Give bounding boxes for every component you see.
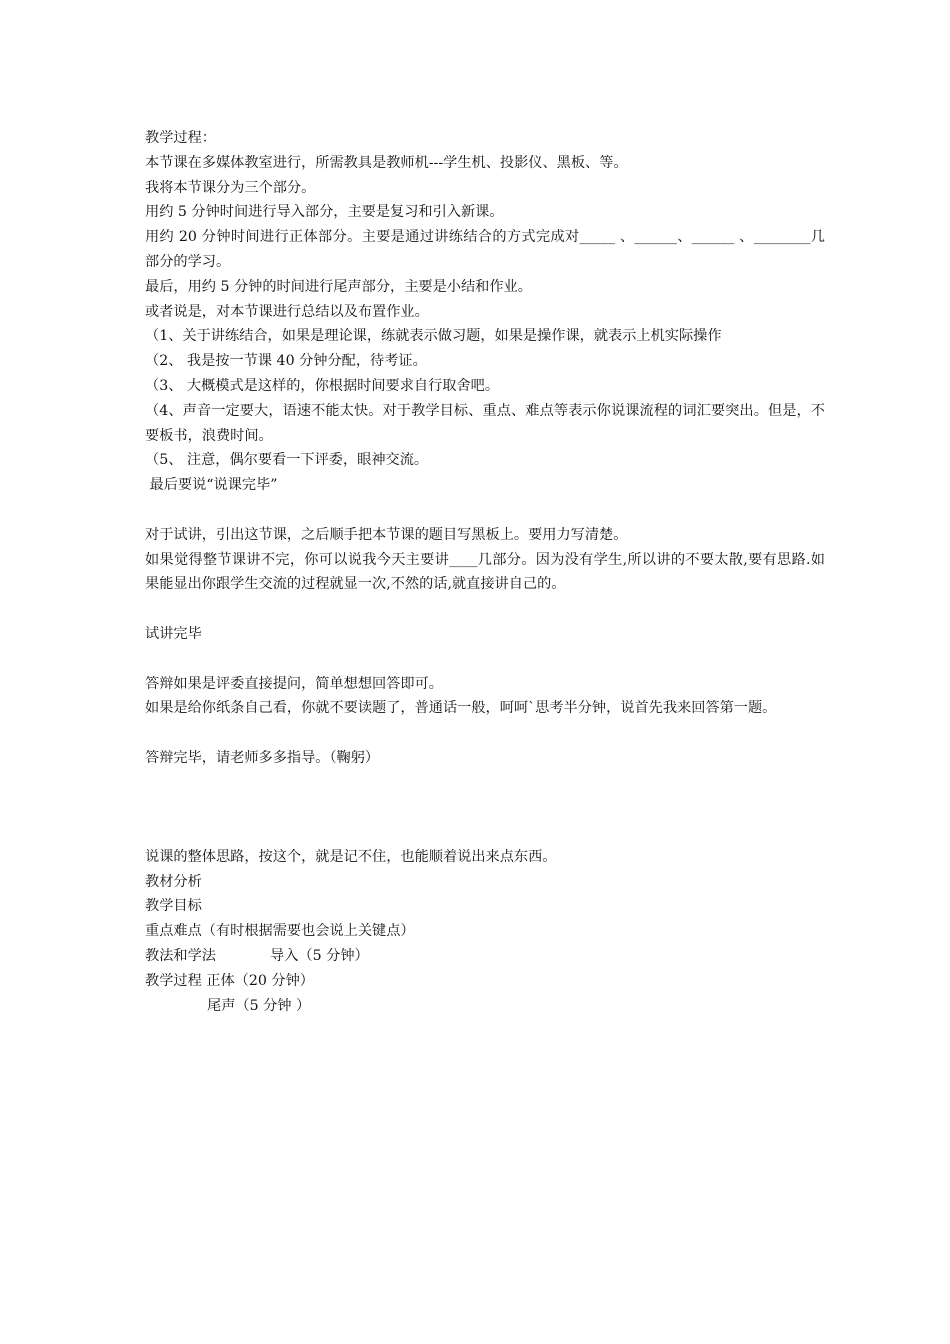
paragraph-line: 最后要说“说课完毕” (145, 477, 278, 494)
paragraph-line: 用约 5 分钟时间进行导入部分，主要是复习和引入新课。 (145, 204, 504, 221)
blank-line (145, 721, 825, 746)
paragraph-line: 答辩如果是评委直接提问，简单想想回答即可。 (145, 675, 443, 692)
note-item: （3、 大概模式是这样的，你根据时间要求自行取舍吧。 (145, 377, 500, 394)
paragraph-line: 我将本节课分为三个部分。 (145, 179, 316, 196)
note-item: （5、 注意，偶尔要看一下评委，眼神交流。 (145, 452, 429, 469)
blank-line (145, 597, 825, 622)
paragraph-line: 或者说是，对本节课进行总结以及布置作业。 (145, 303, 429, 320)
paragraph-line: 最后，用约 5 分钟的时间进行尾声部分，主要是小结和作业。 (145, 278, 532, 295)
paragraph-line: 对于试讲，引出这节课，之后顺手把本节课的题目写黑板上。要用力写清楚。 (145, 526, 628, 543)
paragraph-line: 如果觉得整节课讲不完，你可以说我今天主要讲____几部分。因为没有学生,所以讲的不要太散,要有思路.如果能显出你跟学生交流的过程就显一次,不然的话,就直接讲自己的。 (145, 551, 825, 593)
note-item: （2、 我是按一节课 40 分钟分配，待考证。 (145, 353, 427, 370)
outline-item: 教学目标 (145, 898, 202, 915)
blank-space (145, 771, 825, 845)
defense-section (145, 672, 825, 722)
blank-line (145, 647, 825, 672)
outline-sub-item: 尾声（5 分钟 ） (207, 997, 311, 1014)
paragraph-line: 本节课在多媒体教室进行，所需教具是教师机---学生机、投影仪、黑板、等。 (145, 154, 628, 171)
trial-lecture-section (145, 523, 825, 597)
outline-item: 教学过程 正体（20 分钟） (145, 972, 314, 989)
blank-line (145, 498, 825, 523)
lecture-outline-section (145, 845, 825, 1019)
document-page (145, 126, 825, 1018)
outline-item: 教法和学法 导入（5 分钟） (145, 947, 369, 964)
teaching-process-section (145, 126, 825, 498)
paragraph-line: 如果是给你纸条自己看，你就不要读题了，普通话一般，呵呵`思考半分钟，说首先我来回答第一题。 (145, 700, 777, 717)
outline-item: 重点难点（有时根据需要也会说上关键点） (145, 923, 415, 940)
defense-end: 答辩完毕，请老师多多指导。（鞠躬） (145, 749, 380, 766)
paragraph-line: 用约 20 分钟时间进行正体部分。主要是通过讲练结合的方式完成对_____ 、______、______ 、________几部分的学习。 (145, 229, 825, 270)
note-item: （4、声音一定要大，语速不能太快。对于教学目标、重点、难点等表示你说课流程的词汇要突出。但是，不要板书，浪费时间。 (145, 402, 825, 444)
note-item: （1、关于讲练结合，如果是理论课，练就表示做习题，如果是操作课，就表示上机实际操作 (145, 328, 722, 345)
paragraph-line: 说课的整体思路，按这个，就是记不住，也能顺着说出来点东西。 (145, 848, 557, 865)
trial-lecture-end: 试讲完毕 (145, 625, 202, 642)
section-heading: 教学过程： (145, 130, 216, 146)
outline-item: 教材分析 (145, 873, 202, 890)
